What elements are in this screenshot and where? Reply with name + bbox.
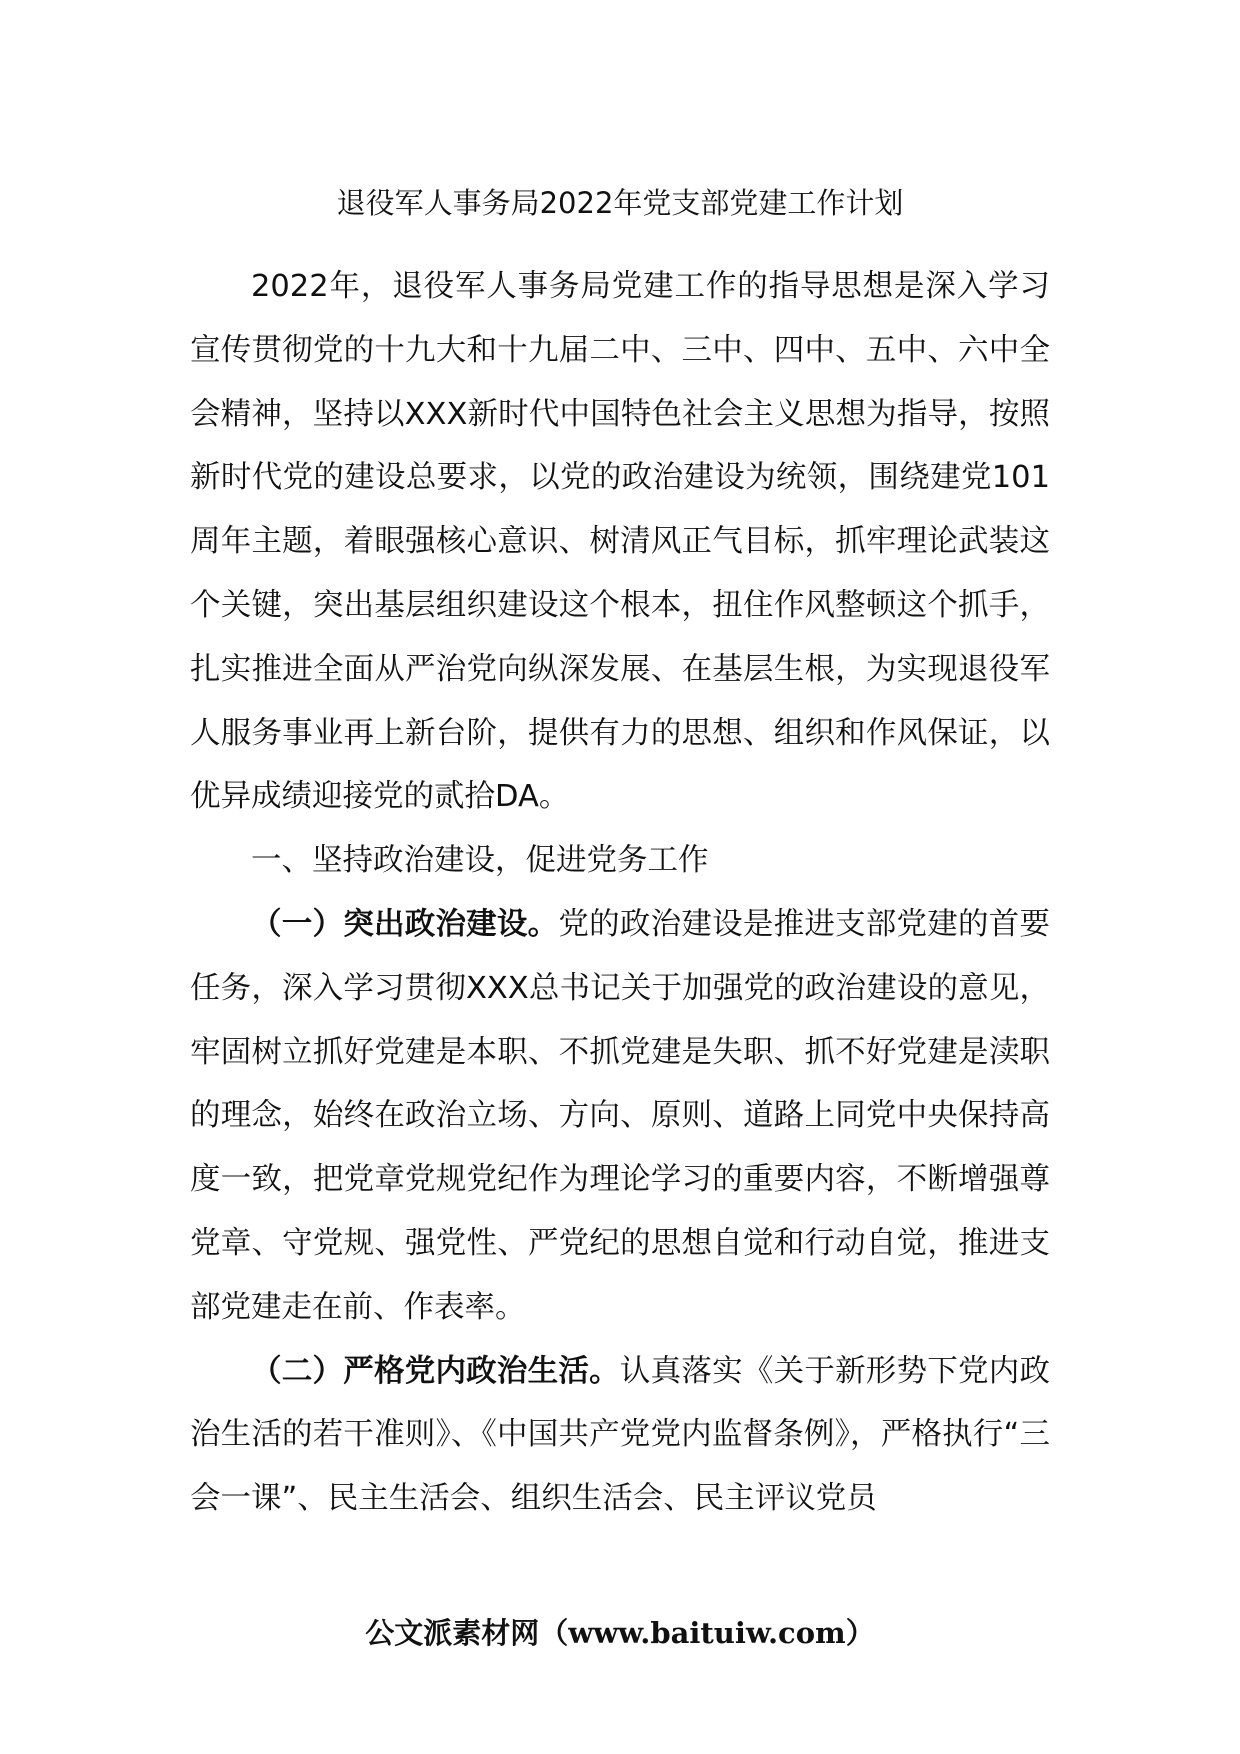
document-body <box>190 255 1050 1531</box>
item-2-lead: （二）严格党内政治生活。 <box>251 1353 620 1389</box>
item-1-paragraph <box>190 893 1050 1340</box>
intro-paragraph: 2022年，退役军人事务局党建工作的指导思想是深入学习宣传贯彻党的十九大和十九届二中、三中、四中、五中、六中全会精神，坚持以XXX新时代中国特色社会主义思想为指导，按照新时代党的建设总要求，以党的政治建设为统领，围绕建党101周年主题，着眼强核心意识、树清风正气目标，抓牢理论武装这个关键，突出基层组织建设这个根本，扭住作风整顿这个抓手，扎实推进全面从严治党向纵深发展、在基层生根，为实现退役军人服务事业再上新台阶，提供有力的思想、组织和作风保证，以优异成绩迎接党的贰拾DA。 <box>190 269 1050 815</box>
footer-watermark: 公文派素材网（www.baituiw.com） <box>365 1616 875 1650</box>
item-1-text: 党的政治建设是推进支部党建的首要任务，深入学习贯彻XXX总书记关于加强党的政治建设的意见，牢固树立抓好党建是本职、不抓党建是失职、抓不好党建是渎职的理念，始终在政治立场、方向、原则、道路上同党中央保持高度一致，把党章党规党纪作为理论学习的重要内容，不断增强尊党章、守党规、强党性、严党纪的思想自觉和行动自觉，推进支部党建走在前、作表率。 <box>190 906 1051 1325</box>
item-2-text: 认真落实《关于新形势下党内政治生活的若干准则》、《中国共产党党内监督条例》，严格执行“三会一课”、民主生活会、组织生活会、民主评议党员 <box>190 1353 1051 1517</box>
item-2-paragraph <box>190 1340 1050 1531</box>
item-1-lead: （一）突出政治建设。 <box>251 906 559 942</box>
section-1-heading: 一、坚持政治建设，促进党务工作 <box>251 843 709 879</box>
document-title: 退役军人事务局2022年党支部党建工作计划 <box>336 186 904 220</box>
